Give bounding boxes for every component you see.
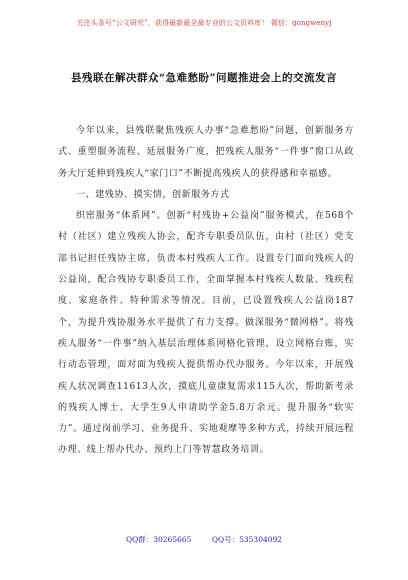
qq-group: QQ群：30265665 [125,535,192,544]
contact-footer [0,534,408,545]
promo-header: 关注头条号“公文研究”，获得最新最全最专业的公文资料库！ 微信：gongwenyj [76,19,332,27]
section-paragraph: 织密服务“体系网”。创新“村残协+公益岗”服务模式，在568个村（社区）建立残疾人协会，配齐专职委员队伍，由村（社区）党支部书记担任残协主席，负责本村残疾人工作。设置专门面向残疾人的公益岗，配合残协专职委员工作，全面掌握本村残疾人数量、残疾程度、家庭条件、特种需求等情况。目前，已设置残疾人公益岗187个，为提升残协服务水平提供了有力支撑。做深服务“微网格”。将残疾人服务“一件事”纳入基层治理体系网格化管理，设立网格台账，实行动态管理，面对面为残疾人提供帮办代办服务。今年以来，开展残疾人状况调查11613人次，摸底儿童康复需求115人次，帮助新考录的残疾人博士、大学生9人申请助学金5.8万余元。提升服务“软实力”。通过岗前学习、业务提升、实地观摩等多种方式，持续开展远程办理、线上帮办代办、预约上门等智慧政务培训。 [58,211,354,456]
document-body [58,121,354,462]
document-title: 县残联在解决群众“急难愁盼”问题推进会上的交流发言 [70,72,338,84]
section-heading: 一、建残协、摸实情，创新服务方式 [76,189,230,200]
intro-paragraph: 今年以来，县残联聚焦残疾人办事“急难愁盼”问题，创新服务方式、重塑服务流程、延展服务广度，把残疾人服务“一件事”窗口从政务大厅延伸到残疾人“家门口”不断提高残疾人的获得感和幸福感。 [58,126,354,179]
qq-number: QQ号：535304092 [211,535,283,544]
